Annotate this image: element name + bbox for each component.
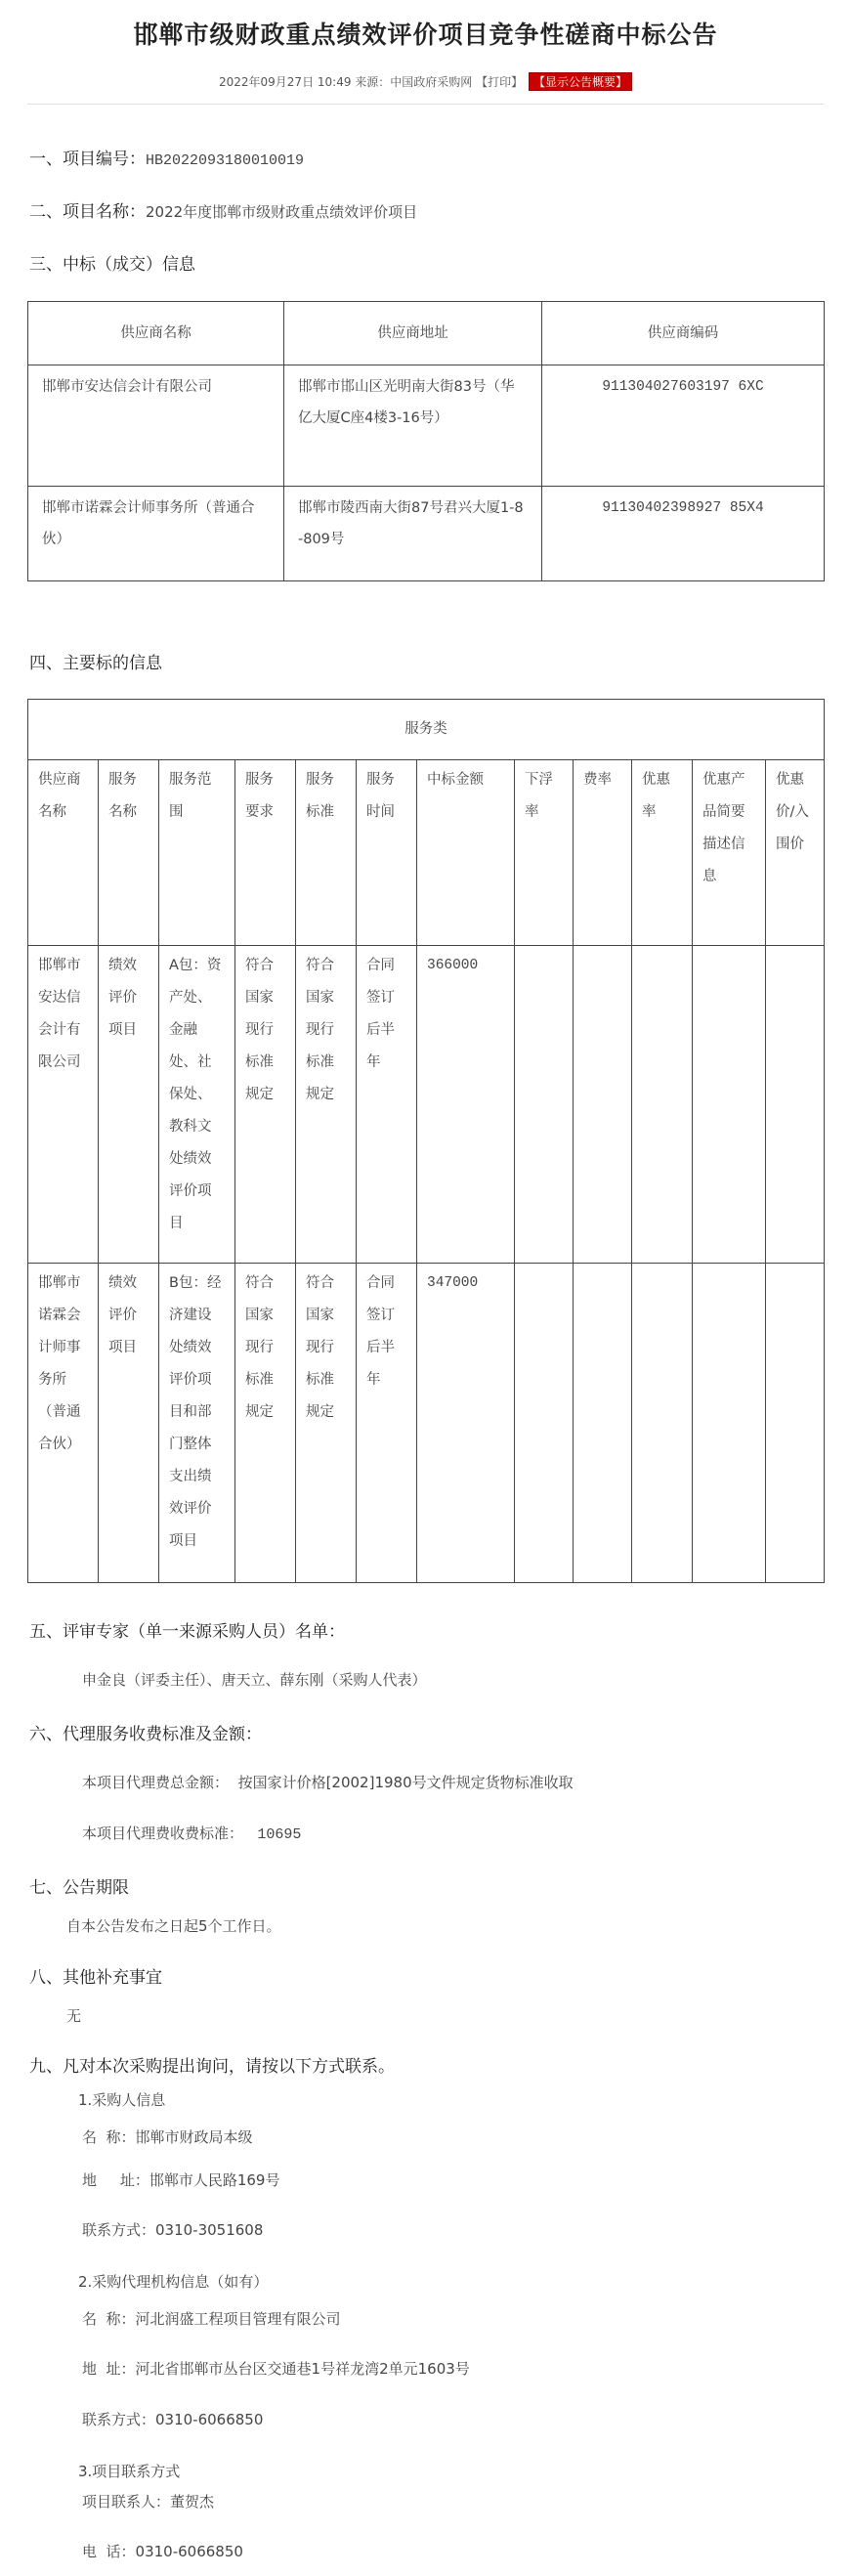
header-service-requirement: 服务要求 [235, 760, 296, 946]
cell-scope: B包：经济建设处绩效评价项目和部门整体支出绩效评价项目 [159, 1264, 235, 1583]
section-project-name: 二、项目名称：2022年度邯郸市级财政重点绩效评价项目 [29, 202, 418, 222]
meta-bar [0, 72, 851, 91]
other-text: 无 [66, 2007, 82, 2025]
buyer-title: 1.采购人信息 [78, 2091, 166, 2109]
cell-requirement: 符合国家现行标准规定 [235, 946, 296, 1264]
header-fee-rate: 费率 [574, 760, 632, 946]
publish-datetime: 2022年09月27日 10:49 [218, 75, 352, 89]
table-row [28, 487, 825, 581]
supplier-name: 邯郸市安达信会计有限公司 [28, 365, 284, 487]
header-service-scope: 服务范围 [159, 760, 235, 946]
section-other: 八、其他补充事宜 [29, 1968, 162, 1988]
header-service-standard: 服务标准 [296, 760, 357, 946]
buyer-address: 地 址：邯郸市人民路169号 [82, 2171, 280, 2189]
cell-discount-rate [632, 946, 693, 1264]
cell-standard: 符合国家现行标准规定 [296, 946, 357, 1264]
header-award-amount: 中标金额 [417, 760, 515, 946]
section-contact: 九、凡对本次采购提出询问，请按以下方式联系。 [29, 2057, 395, 2077]
divider [27, 104, 824, 105]
cell-time: 合同签订后半年 [357, 1264, 417, 1583]
header-service-time: 服务时间 [357, 760, 417, 946]
section-project-number: 一、项目编号：HB2022093180010019 [29, 150, 305, 169]
cell-requirement: 符合国家现行标准规定 [235, 1264, 296, 1583]
project-number: HB2022093180010019 [146, 152, 305, 169]
supplier-table [27, 301, 825, 581]
section-award-info: 三、中标（成交）信息 [29, 255, 195, 275]
agency-address: 地 址：河北省邯郸市丛台区交通巷1号祥龙湾2单元1603号 [82, 2360, 470, 2378]
summary-button[interactable]: 【显示公告概要】 [529, 72, 632, 91]
supplier-address: 邯郸市邯山区光明南大街83号（华亿大厦C座4楼3-16号） [284, 365, 542, 487]
header-discount-desc: 优惠产品简要描述信息 [693, 760, 766, 946]
contact-phone: 电 话：0310-6066850 [82, 2543, 243, 2560]
section-experts: 五、评审专家（单一来源采购人员）名单： [29, 1622, 345, 1642]
cell-scope: A包：资产处、金融处、社保处、教科文处绩效评价项目 [159, 946, 235, 1264]
notice-period-text: 自本公告发布之日起5个工作日。 [66, 1917, 281, 1935]
cell-service: 绩效评价项目 [99, 1264, 159, 1583]
section-agency-fee: 六、代理服务收费标准及金额： [29, 1725, 262, 1744]
print-link[interactable]: 【打印】 [476, 75, 524, 89]
header-supplier-code: 供应商编码 [542, 302, 825, 365]
cell-fee-rate [574, 946, 632, 1264]
table-row [28, 1264, 825, 1583]
table-row [28, 365, 825, 487]
header-service-name: 服务名称 [99, 760, 159, 946]
cell-supplier: 邯郸市诺霖会计师事务所（普通合伙） [28, 1264, 99, 1583]
cell-discount-desc [693, 946, 766, 1264]
cell-discount-desc [693, 1264, 766, 1583]
cell-supplier: 邯郸市安达信会计有限公司 [28, 946, 99, 1264]
supplier-address: 邯郸市陵西南大街87号君兴大厦1-8-809号 [284, 487, 542, 581]
header-discount-rate: 优惠率 [632, 760, 693, 946]
supplier-code: 91130402398927 85X4 [542, 487, 825, 581]
agency-name: 名 称：河北润盛工程项目管理有限公司 [82, 2310, 341, 2328]
cell-discount-price [766, 946, 825, 1264]
buyer-phone: 联系方式：0310-3051608 [82, 2221, 264, 2239]
contact-person: 项目联系人：董贺杰 [82, 2493, 215, 2511]
source: 来源：中国政府采购网 [355, 75, 473, 89]
category-header: 服务类 [28, 700, 825, 760]
contact-title: 3.项目联系方式 [78, 2463, 181, 2480]
header-supplier-name: 供应商名称 [28, 302, 284, 365]
supplier-code: 911304027603197 6XC [542, 365, 825, 487]
agency-phone: 联系方式：0310-6066850 [82, 2411, 264, 2428]
project-name: 2022年度邯郸市级财政重点绩效评价项目 [146, 203, 418, 221]
table-row [28, 946, 825, 1264]
cell-discount-rate [632, 1264, 693, 1583]
agency-fee-standard: 本项目代理费收费标准： 10695 [82, 1825, 302, 1843]
cell-discount-price [766, 1264, 825, 1583]
header-discount-price: 优惠价/入围价 [766, 760, 825, 946]
cell-amount: 347000 [417, 1264, 515, 1583]
section-main-items: 四、主要标的信息 [29, 654, 162, 673]
agency-title: 2.采购代理机构信息（如有） [78, 2273, 269, 2291]
header-supplier-address: 供应商地址 [284, 302, 542, 365]
cell-float-rate [515, 946, 574, 1264]
cell-float-rate [515, 1264, 574, 1583]
cell-standard: 符合国家现行标准规定 [296, 1264, 357, 1583]
header-supplier-name: 供应商名称 [28, 760, 99, 946]
main-items-table [27, 699, 825, 1583]
cell-service: 绩效评价项目 [99, 946, 159, 1264]
supplier-name: 邯郸市诺霖会计师事务所（普通合伙） [28, 487, 284, 581]
cell-time: 合同签订后半年 [357, 946, 417, 1264]
cell-amount: 366000 [417, 946, 515, 1264]
section-notice-period: 七、公告期限 [29, 1878, 129, 1898]
cell-fee-rate [574, 1264, 632, 1583]
page-title: 邯郸市级财政重点绩效评价项目竞争性磋商中标公告 [133, 21, 718, 49]
header-float-rate: 下浮率 [515, 760, 574, 946]
expert-list: 申金良（评委主任）、唐天立、薛东刚（采购人代表） [82, 1671, 427, 1689]
agency-fee-total: 本项目代理费总金额： 按国家计价格[2002]1980号文件规定货物标准收取 [82, 1774, 574, 1791]
buyer-name: 名 称：邯郸市财政局本级 [82, 2128, 253, 2146]
